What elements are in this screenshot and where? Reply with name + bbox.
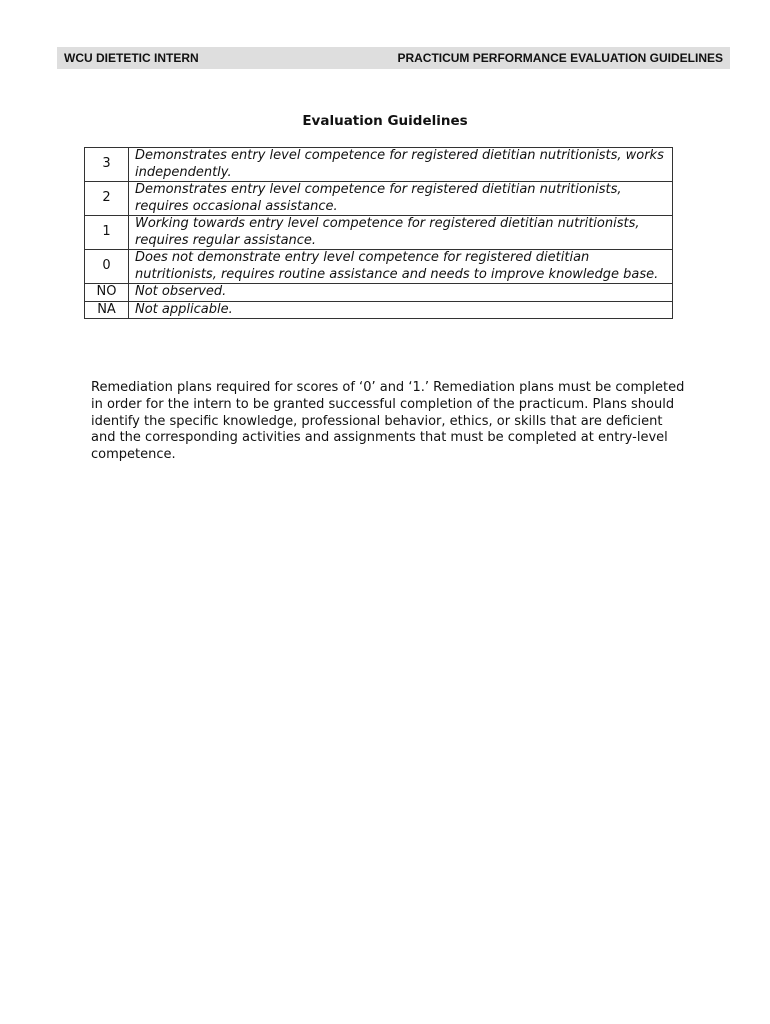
score-cell: 3 <box>85 148 129 182</box>
page-header <box>57 47 730 69</box>
score-cell: 1 <box>85 216 129 250</box>
description-cell: Not observed. <box>129 284 673 302</box>
table-row <box>85 182 673 216</box>
table-row <box>85 250 673 284</box>
description-cell: Does not demonstrate entry level competence for registered dietitian nutritionists, requires routine assistance and needs to improve knowledge base. <box>129 250 673 284</box>
description-cell: Demonstrates entry level competence for registered dietitian nutritionists, works independently. <box>129 148 673 182</box>
description-cell: Working towards entry level competence for registered dietitian nutritionists, requires regular assistance. <box>129 216 673 250</box>
header-left-text: WCU DIETETIC INTERN <box>64 51 199 65</box>
table-row <box>85 284 673 302</box>
description-cell: Demonstrates entry level competence for registered dietitian nutritionists, requires occasional assistance. <box>129 182 673 216</box>
document-title: Evaluation Guidelines <box>302 113 468 129</box>
evaluation-guidelines-table <box>84 147 673 319</box>
remediation-paragraph: Remediation plans required for scores of ‘0’ and ‘1.’ Remediation plans must be completed in order for the intern to be granted successful completion of the practicum. Plans should identify the specific knowledge, professional behavior, ethics, or skills that are deficient and the corresponding activities and assignments that must be completed at entry-level competence. <box>91 380 685 463</box>
table-row <box>85 301 673 319</box>
score-cell: 0 <box>85 250 129 284</box>
table-row <box>85 216 673 250</box>
score-cell: NA <box>85 301 129 319</box>
score-cell: NO <box>85 284 129 302</box>
score-cell: 2 <box>85 182 129 216</box>
header-right-text: PRACTICUM PERFORMANCE EVALUATION GUIDELINES <box>397 51 723 65</box>
table-row <box>85 148 673 182</box>
description-cell: Not applicable. <box>129 301 673 319</box>
